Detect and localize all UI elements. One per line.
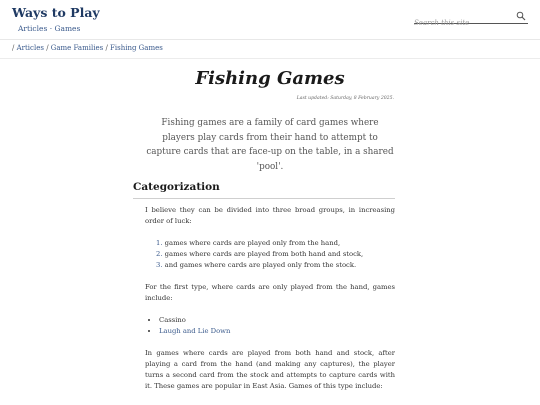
paragraph: I believe they can be divided into three broad groups, in increasing order of luck: (145, 206, 395, 225)
paragraph: For the first type, where cards are only played from the hand, games include: (145, 283, 395, 302)
site-header (0, 0, 540, 40)
last-updated: Last updated: Saturday, 8 February 2025. (296, 96, 394, 101)
list-item-text: and games where cards are played only from the stock. (164, 261, 357, 269)
game-link-laugh-and-lie-down[interactable]: Laugh and Lie Down (159, 327, 231, 335)
search-input[interactable] (414, 17, 514, 29)
list-number: 3. (156, 261, 163, 269)
page-title: Fishing Games (195, 68, 345, 89)
breadcrumb-separator: / (12, 44, 15, 52)
list-item (156, 249, 395, 260)
breadcrumb-game-families[interactable]: Game Families (50, 44, 104, 52)
list-item-text: games where cards are played from both hand and stock, (164, 250, 364, 258)
breadcrumb-separator: / (105, 44, 108, 52)
list-item (159, 326, 395, 337)
breadcrumb-divider (0, 58, 540, 59)
section-content (145, 205, 395, 403)
section-heading: Categorization (133, 181, 220, 193)
ordered-list (145, 238, 395, 271)
site-title-link[interactable]: Ways to Play (12, 5, 100, 20)
nav-separator: · (49, 24, 53, 33)
article-intro: Fishing games are a family of card games where players play cards from their hand to attempt to capture cards that are face-up on the table, in a shared 'pool'. (146, 118, 394, 172)
breadcrumb-separator: / (46, 44, 49, 52)
list-item (156, 238, 395, 249)
nav-articles-link[interactable]: Articles (18, 24, 48, 33)
search-icon[interactable] (516, 11, 526, 21)
paragraph: In games where cards are played from both hand and stock, after playing a card from the hand (and making any captures), the player turns a second card from the stock and attempts to capture cards with it. These games are popular in East Asia. Games of this type include: (145, 349, 395, 390)
section-divider (133, 198, 395, 199)
search-box (414, 10, 528, 24)
breadcrumb (12, 44, 163, 52)
nav-games-link[interactable]: Games (54, 24, 81, 33)
games-list (145, 315, 395, 337)
breadcrumb-fishing-games[interactable]: Fishing Games (110, 44, 163, 52)
list-item (156, 260, 395, 271)
list-number: 1. (156, 239, 163, 247)
list-item-text: games where cards are played only from the hand, (164, 239, 341, 247)
breadcrumb-articles[interactable]: Articles (16, 44, 44, 52)
list-number: 2. (156, 250, 163, 258)
site-nav (18, 24, 80, 33)
list-item: • Cassino (159, 315, 395, 326)
